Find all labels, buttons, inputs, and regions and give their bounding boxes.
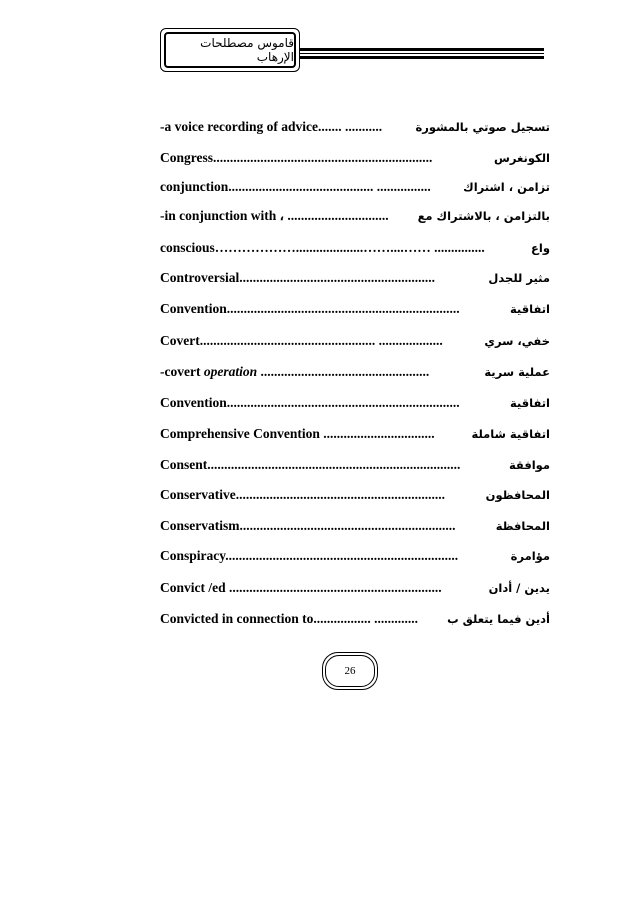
glossary-entry — [160, 393, 550, 413]
entry-english: conjunction........................................... ................ — [160, 179, 431, 194]
glossary-entry — [160, 299, 550, 319]
entry-english: Convention..................................................................... — [160, 301, 460, 316]
header-rule-middle — [300, 53, 544, 54]
entry-english: Controversial.......................................................... — [160, 270, 435, 285]
page-number: 26 — [325, 655, 375, 687]
glossary-entry — [160, 117, 550, 137]
glossary-entry — [160, 362, 550, 382]
entry-arabic: خفي، سري — [484, 334, 550, 348]
entry-english: -in conjunction with ، .............................. — [160, 208, 389, 223]
entry-english: -a voice recording of advice....... ........... — [160, 119, 383, 134]
entry-arabic: تسجيل صوتي بالمشورة — [415, 120, 550, 134]
entry-arabic: اتفاقية شاملة — [471, 427, 550, 441]
entry-arabic: اتفاقية — [509, 396, 550, 410]
header-title: قاموس مصطلحات الإرهاب — [164, 32, 296, 68]
entry-arabic: أدين فيما يتعلق ب — [447, 612, 550, 626]
entry-english: Convict /ed ............................................................... — [160, 580, 442, 595]
entry-arabic: مؤامرة — [510, 549, 550, 563]
header-title-box — [160, 28, 300, 72]
entry-arabic: اتفاقية — [509, 302, 550, 316]
entry-arabic: المحافظة — [495, 519, 550, 533]
entry-english: Convention..................................................................... — [160, 395, 460, 410]
glossary-entry — [160, 516, 550, 536]
entry-english: Comprehensive Convention ................................. — [160, 426, 435, 441]
entry-arabic: المحافظون — [485, 488, 550, 502]
entry-english: Conservatism................................................................ — [160, 518, 456, 533]
glossary-entry — [160, 268, 550, 288]
glossary-entry — [160, 485, 550, 505]
entry-arabic: بالتزامن ، بالاشتراك مع — [417, 209, 550, 223]
entry-english: Consent........................................................................... — [160, 457, 461, 472]
entry-arabic: مثير للجدل — [488, 271, 550, 285]
entry-english: Covert.................................................... ................... — [160, 333, 443, 348]
glossary-entry — [160, 424, 550, 444]
glossary-entry — [160, 206, 550, 226]
glossary-entry — [160, 238, 550, 258]
entry-english-italic: operation — [203, 364, 258, 379]
glossary-entry — [160, 331, 550, 351]
entry-english: conscious………………....................……....…… ............... — [160, 240, 485, 255]
entry-arabic: الكونغرس — [494, 151, 550, 165]
page-number-box — [322, 652, 378, 690]
entry-arabic: يدين / أدان — [488, 581, 550, 595]
entry-english: Convicted in connection to................. ............. — [160, 611, 418, 626]
header-rule-bottom — [300, 56, 544, 59]
entry-english — [160, 364, 429, 380]
header-rule-top — [300, 48, 544, 51]
glossary-entry — [160, 578, 550, 598]
glossary-entry — [160, 455, 550, 475]
entry-english: Conspiracy..................................................................... — [160, 548, 459, 563]
entry-arabic: موافقة — [508, 458, 550, 472]
entry-english-prefix: -covert — [160, 364, 204, 379]
glossary-entry — [160, 177, 550, 197]
glossary-entry — [160, 148, 550, 168]
entry-arabic: واع — [531, 241, 550, 255]
entry-arabic: عملية سرية — [484, 365, 550, 379]
entry-english-suffix: .................................................. — [257, 364, 430, 379]
glossary-entry — [160, 609, 550, 629]
entry-english: Conservative.............................................................. — [160, 487, 445, 502]
entry-arabic: تزامن ، اشتراك — [463, 180, 550, 194]
glossary-entry — [160, 546, 550, 566]
entry-english: Congress................................................................. — [160, 150, 433, 165]
